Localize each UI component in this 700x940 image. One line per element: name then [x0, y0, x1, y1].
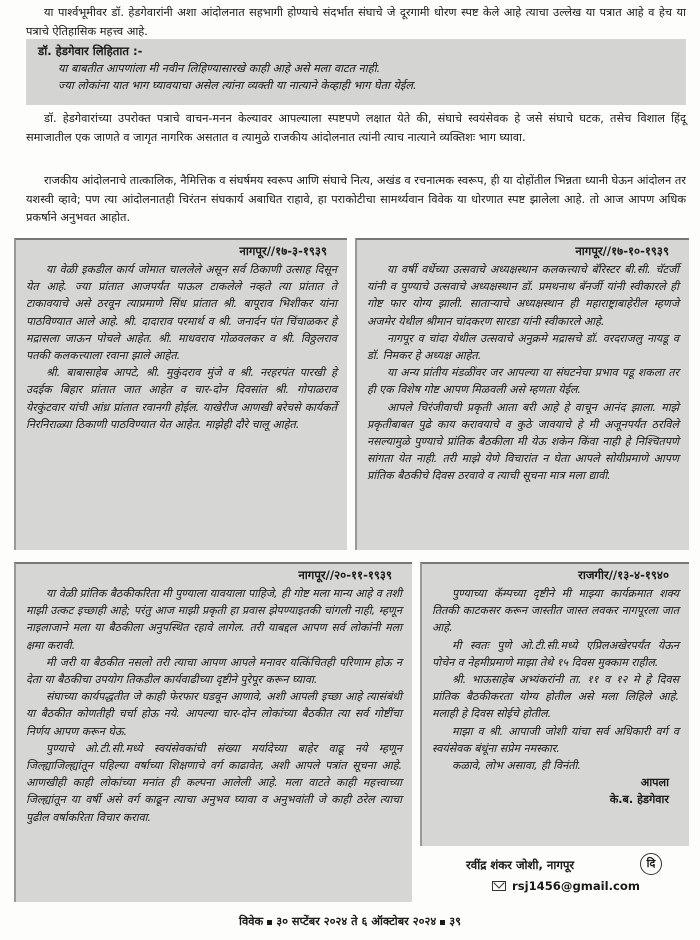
- quote-heading: डॉ. हेडगेवार लिहितात :-: [38, 44, 143, 58]
- quote-line: या बाबतीत आपणांला मी नवीन लिहिण्यासारखे काही आहे असे मला वाटत नाही.: [58, 62, 381, 75]
- author-email[interactable]: rsj1456@gmail.com: [512, 879, 640, 893]
- mail-icon: [492, 881, 506, 891]
- intro-paragraph: या पार्श्वभूमीवर डॉ. हेडगेवारांनी अशा आंदोलनात सहभागी होण्याचे संदर्भात संघाचे जे दूरगामी धोरण स्पष्ट केले आहे त्याचा उल्लेख या पत्रात आहे व हेच या पत्राचे ऐतिहासिक महत्त्व आहे.: [26, 6, 686, 38]
- letter-paragraph: कळावे, लोभ असावा, ही विनंती.: [452, 759, 581, 773]
- letter-paragraph: श्री. भाऊसाहेब अभ्यंकरांनी ता. ११ व १२ मे हे दिवस प्रांतिक बैठकीकरता योग्य होतील असे मला लिहिले आहे. मलाही हे दिवस सोईचे होतील.: [432, 673, 679, 721]
- letter-signature: के.ब. हेडगेवार: [609, 793, 669, 807]
- body-paragraph: राजकीय आंदोलनाचे तात्कालिक, नैमित्तिक व संघर्षमय स्वरूप आणि संघाचे नित्य, अखंड व रचनात्मक स्वरूप, ही या दोहोंतील भिन्नता ध्यानी घेऊन आंदोलन तर यशस्वी व्हावे; पण त्या आंदोलनातही चिरंतन संघकार्य अबाधित राहावे, हा पराकोटीचा सामर्थ्यवान विवेक या धोरणात स्पष्ट झालेला आहे. तो आज आपण अधिक प्रकर्षाने अनुभवत आहोत.: [26, 174, 686, 224]
- footer-date: ३० सप्टेंबर २०२४ ते ६ ऑक्टोबर २०२४: [276, 915, 437, 928]
- letter-paragraph: या वेळी इकडील कार्य जोमात चाललेले असून सर्व ठिकाणी उत्साह दिसून येत आहे. ज्या प्रांतात आजपर्यंत पाऊल टाकलेले नव्हते त्या प्रांतात ते टाकावयाचे असे ठरवून त्याप्रमाणे सिंध प्रांतात श्री. बापूराव भिशीकर यांना पाठविण्यात आले आहे. श्री. दादाराव परमार्थ व श्री. जनार्दन पंत चिंचाळकर हे मद्रासला जाऊन पोचले आहेत. श्री. माधवराव गोळवलकर व श्री. विठ्ठलराव पतकी कलकत्त्याला रवाना झाले आहेत.: [26, 263, 337, 363]
- letter-paragraph: आपले चिरंजीवाची प्रकृती आता बरी आहे हे वाचून आनंद झाला. माझे प्रकृतीबाबत पुढे काय करावयाचे व कुठे जावयाचे हे मी अजूनपर्यंत ठरविले नसल्यामुळे पुण्याचे प्रांतिक बैठकीला मी येऊ शकेन किंवा नाही हे निश्चितपणे सांगता येत नाही. तरी माझे येणे विचारांत न घेता आपले सोयीप्रमाणे आपण प्रांतिक बैठकीचे दिवस ठरवावे व त्याची सूचना मात्र मला द्यावी.: [367, 400, 679, 483]
- letter-heading: राजगीर//१३-४-१९४०: [578, 568, 669, 582]
- letter-paragraph: नागपूर व चांदा येथील उत्सवाचे अनुक्रमे मद्रासचे डॉ. वरदराजलु नायडू व डॉ. निमकर हे अध्यक्ष आहेत.: [367, 331, 679, 363]
- publication-logo: दि: [640, 853, 662, 875]
- quote-box: [26, 39, 686, 105]
- letter-sign-off: आपला: [640, 776, 669, 790]
- bullet-square-icon: [440, 920, 445, 925]
- quote-line: ज्या लोकांना यात भाग घ्यावयाचा असेल त्यांना व्यक्ती या नात्याने केव्हाही भाग घेता येईल.: [58, 79, 417, 92]
- letter-paragraph: मी स्वतः पुणे ओ.टी.सी.मध्ये एप्रिलअखेरपर्यंत येऊन पोचेन व नेहमीप्रमाणे माझा तेथे १५ दिवस मुक्काम राहील.: [432, 638, 679, 669]
- letter-box-1939-10: [355, 238, 689, 550]
- footer-page-number: ३९: [449, 915, 461, 928]
- letter-box-1939-03: [14, 238, 347, 550]
- letter-heading: नागपूर//१७-१०-१९३९: [575, 244, 669, 258]
- page-footer: [0, 914, 700, 929]
- bullet-square-icon: [267, 920, 272, 925]
- letter-paragraph: पुण्याचे ओ.टी.सी.मध्ये स्वयंसेवकांची संख्या मर्यादेच्या बाहेर वाढू नये म्हणून जिल्ह्याजिल्ह्यांतून पहिल्या वर्षाच्या शिक्षणाचे वर्ग काढावेत, अशी आपले पत्रांत सूचना आहे. आणखीही काही लोकांच्या मनांत ही कल्पना आलेली आहे. मला वाटते काही महत्त्वाच्या जिल्ह्यांतून या वर्षी असे वर्ग काढून त्याचा अनुभव घ्यावा व अनुभवांती जे काही ठरेल त्याचा पुढील वर्षाकरिता विचार करावा.: [26, 741, 402, 824]
- letter-paragraph: या अन्य प्रांतीय मंडळींवर जर आपल्या या संघटनेचा प्रभाव पडू शकला तर ही एक विशेष गोष्ट आपण मिळवली असे म्हणता येईल.: [367, 366, 679, 397]
- letter-box-1939-11: [14, 562, 412, 902]
- letter-box-1940-04: [420, 562, 689, 846]
- author-byline: रवींद्र शंकर जोशी, नागपूर: [466, 858, 575, 872]
- letter-paragraph: मी जरी या बैठकीत नसलो तरी त्याचा आपण आपले मनावर यत्किंचितही परिणाम होऊ न देता या बैठकीचा उपयोग तिकडील कार्यवाढीच्या दृष्टीने पुरेपूर करून घ्यावा.: [26, 655, 402, 687]
- letter-paragraph: या वर्षी वर्धेच्या उत्सवाचे अध्यक्षस्थान कलकत्त्याचे बॅरिस्टर बी.सी. चॅटर्जी यांनी व पुण्याचे उत्सवाचे अध्यक्षस्थान डॉ. प्रमथनाथ बॅनर्जी यांनी स्वीकारले ही गोष्ट फार योग्य झाली. साताऱ्याचे अध्यक्षस्थान ही महाराष्ट्राबाहेरील म्हणजे अजमेर येथील श्रीमान चांदकरण सारडा यांनी स्वीकारले आहे.: [367, 263, 679, 328]
- footer-magazine: विवेक: [239, 915, 264, 928]
- letter-heading: नागपूर//२०-११-१९३९: [298, 568, 392, 582]
- body-paragraph: डॉ. हेडगेवारांच्या उपरोक्त पत्राचे वाचन-मनन केल्यावर आपल्याला स्पष्टपणे लक्षात येते की, संघाचे स्वयंसेवक हे जसे संघाचे घटक, तसेच विशाल हिंदू समाजातील एक जाणते व जागृत नागरिक असतात व त्यामुळे राजकीय आंदोलनात त्यांनी त्याच नात्याने व्यक्तिशः भाग घ्यावा.: [26, 112, 686, 144]
- letter-paragraph: श्री. बाबासाहेब आपटे, श्री. मुकुंदराव मुंजे व श्री. नरहरपंत पारखी हे उदईक बिहार प्रांतात जात आहेत व चार-दोन दिवसांत श्री. गोपाळराव येरकुंटवार यांची आंध्र प्रांतात रवानगी होईल. याखेरीज आणखी बरेचसे कार्यकर्ते निरनिराळ्या ठिकाणी पाठविण्यात येत आहेत. माझेही दौरे चालू आहेत.: [26, 366, 337, 431]
- letter-paragraph: पुण्याच्या कॅम्पच्या दृष्टीने मी माझ्या कार्यक्रमात शक्य तितकी काटकसर करून जास्तीत जास्त लवकर नागपूरला जात आहे.: [432, 587, 679, 635]
- letter-paragraph: माझा व श्री. आपाजी जोशी यांचा सर्व अधिकारी वर्ग व स्वयंसेवक बंधूंना सप्रेम नमस्कार.: [432, 724, 679, 755]
- letter-paragraph: संघाच्या कार्यपद्धतीत जे काही फेरफार घडवून आणावे, अशी आपली इच्छा आहे त्यासंबंधी या बैठकीत कोणतीही चर्चा होऊ नये. आपल्या चार-दोन लोकांच्या बैठकीत त्या सर्व गोष्टींचा निर्णय आपण करून घेऊ.: [26, 690, 402, 738]
- letter-paragraph: या वेळी प्रांतिक बैठकीकरिता मी पुण्याला यावयाला पाहिजे, ही गोष्ट मला मान्य आहे व तशी माझी उत्कट इच्छाही आहे; परंतु आज माझी प्रकृती हा प्रवास झेपण्याइतकी चांगली नाही, म्हणून नाइलाजाने मला या बैठकीला अनुपस्थित रहावे लागेल. तरी याबद्दल आपण सर्व लोकांनी मला क्षमा करावी.: [26, 587, 402, 652]
- letter-heading: नागपूर//१७-३-१९३९: [239, 244, 327, 258]
